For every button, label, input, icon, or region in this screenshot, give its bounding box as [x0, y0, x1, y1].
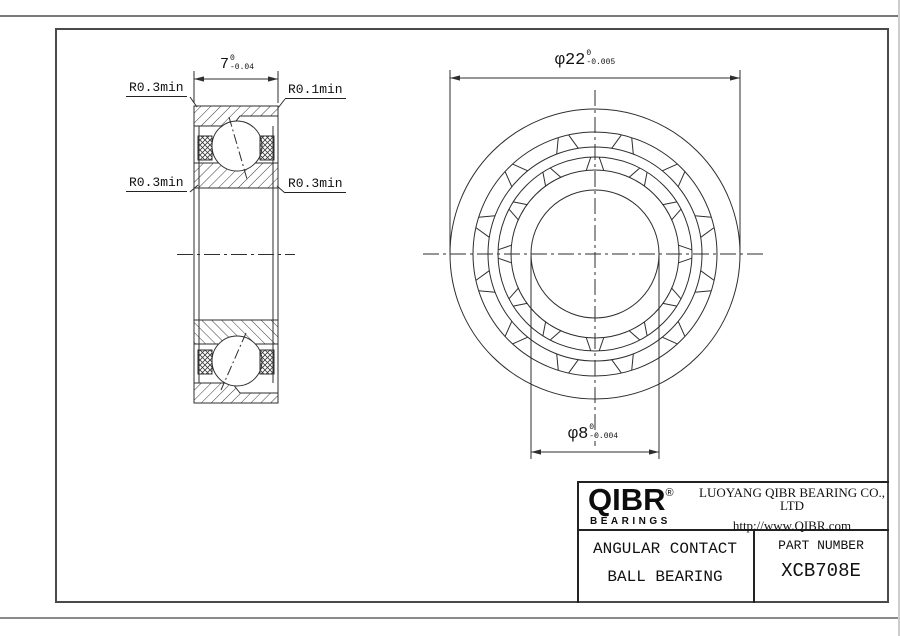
company-url: http://www.QIBR.com [732, 518, 852, 533]
ball-top [212, 121, 262, 171]
dim-width-tolerance: 0 -0.04 [230, 54, 255, 72]
logo-subtitle: BEARINGS [590, 516, 671, 527]
company-info [697, 486, 887, 532]
part-number-cell [755, 539, 887, 581]
cage-bottom-left [198, 350, 212, 374]
registered-trademark-icon: ® [665, 487, 674, 499]
section-view [177, 71, 295, 403]
front-view [423, 70, 767, 459]
fillet-label-mid-left: R0.3min [126, 176, 187, 192]
cage-top-right [260, 136, 274, 160]
logo-wordmark: QIBR® [588, 482, 674, 517]
fillet-label-top-left: R0.3min [126, 81, 187, 97]
part-number-label: PART NUMBER [778, 538, 864, 553]
dim-width-nominal: 7 [219, 56, 229, 73]
part-number-value: XCB708E [781, 560, 861, 582]
dimension-bore-text [545, 423, 641, 444]
dim-bore-nominal: φ8 [567, 425, 589, 444]
dim-bore-tolerance: 0 -0.004 [589, 423, 619, 441]
product-type-cell [579, 541, 751, 585]
product-type-line1: ANGULAR CONTACT [592, 540, 738, 558]
company-name: LUOYANG QIBR BEARING CO., LTD [699, 485, 885, 513]
dim-od-tolerance: 0 -0.005 [586, 49, 616, 67]
cage-top-left [198, 136, 212, 160]
dimension-od-text [537, 49, 633, 70]
fillet-label-mid-right: R0.3min [285, 177, 346, 193]
dim-od-nominal: φ22 [554, 51, 586, 70]
company-logo [588, 484, 708, 527]
fillet-label-top-right: R0.1min [285, 83, 346, 99]
cage-bottom-right [260, 350, 274, 374]
ball-bottom [212, 336, 262, 386]
product-type-line2: BALL BEARING [607, 568, 723, 586]
dimension-width-lines [194, 71, 278, 103]
dimension-width-text [200, 54, 274, 73]
